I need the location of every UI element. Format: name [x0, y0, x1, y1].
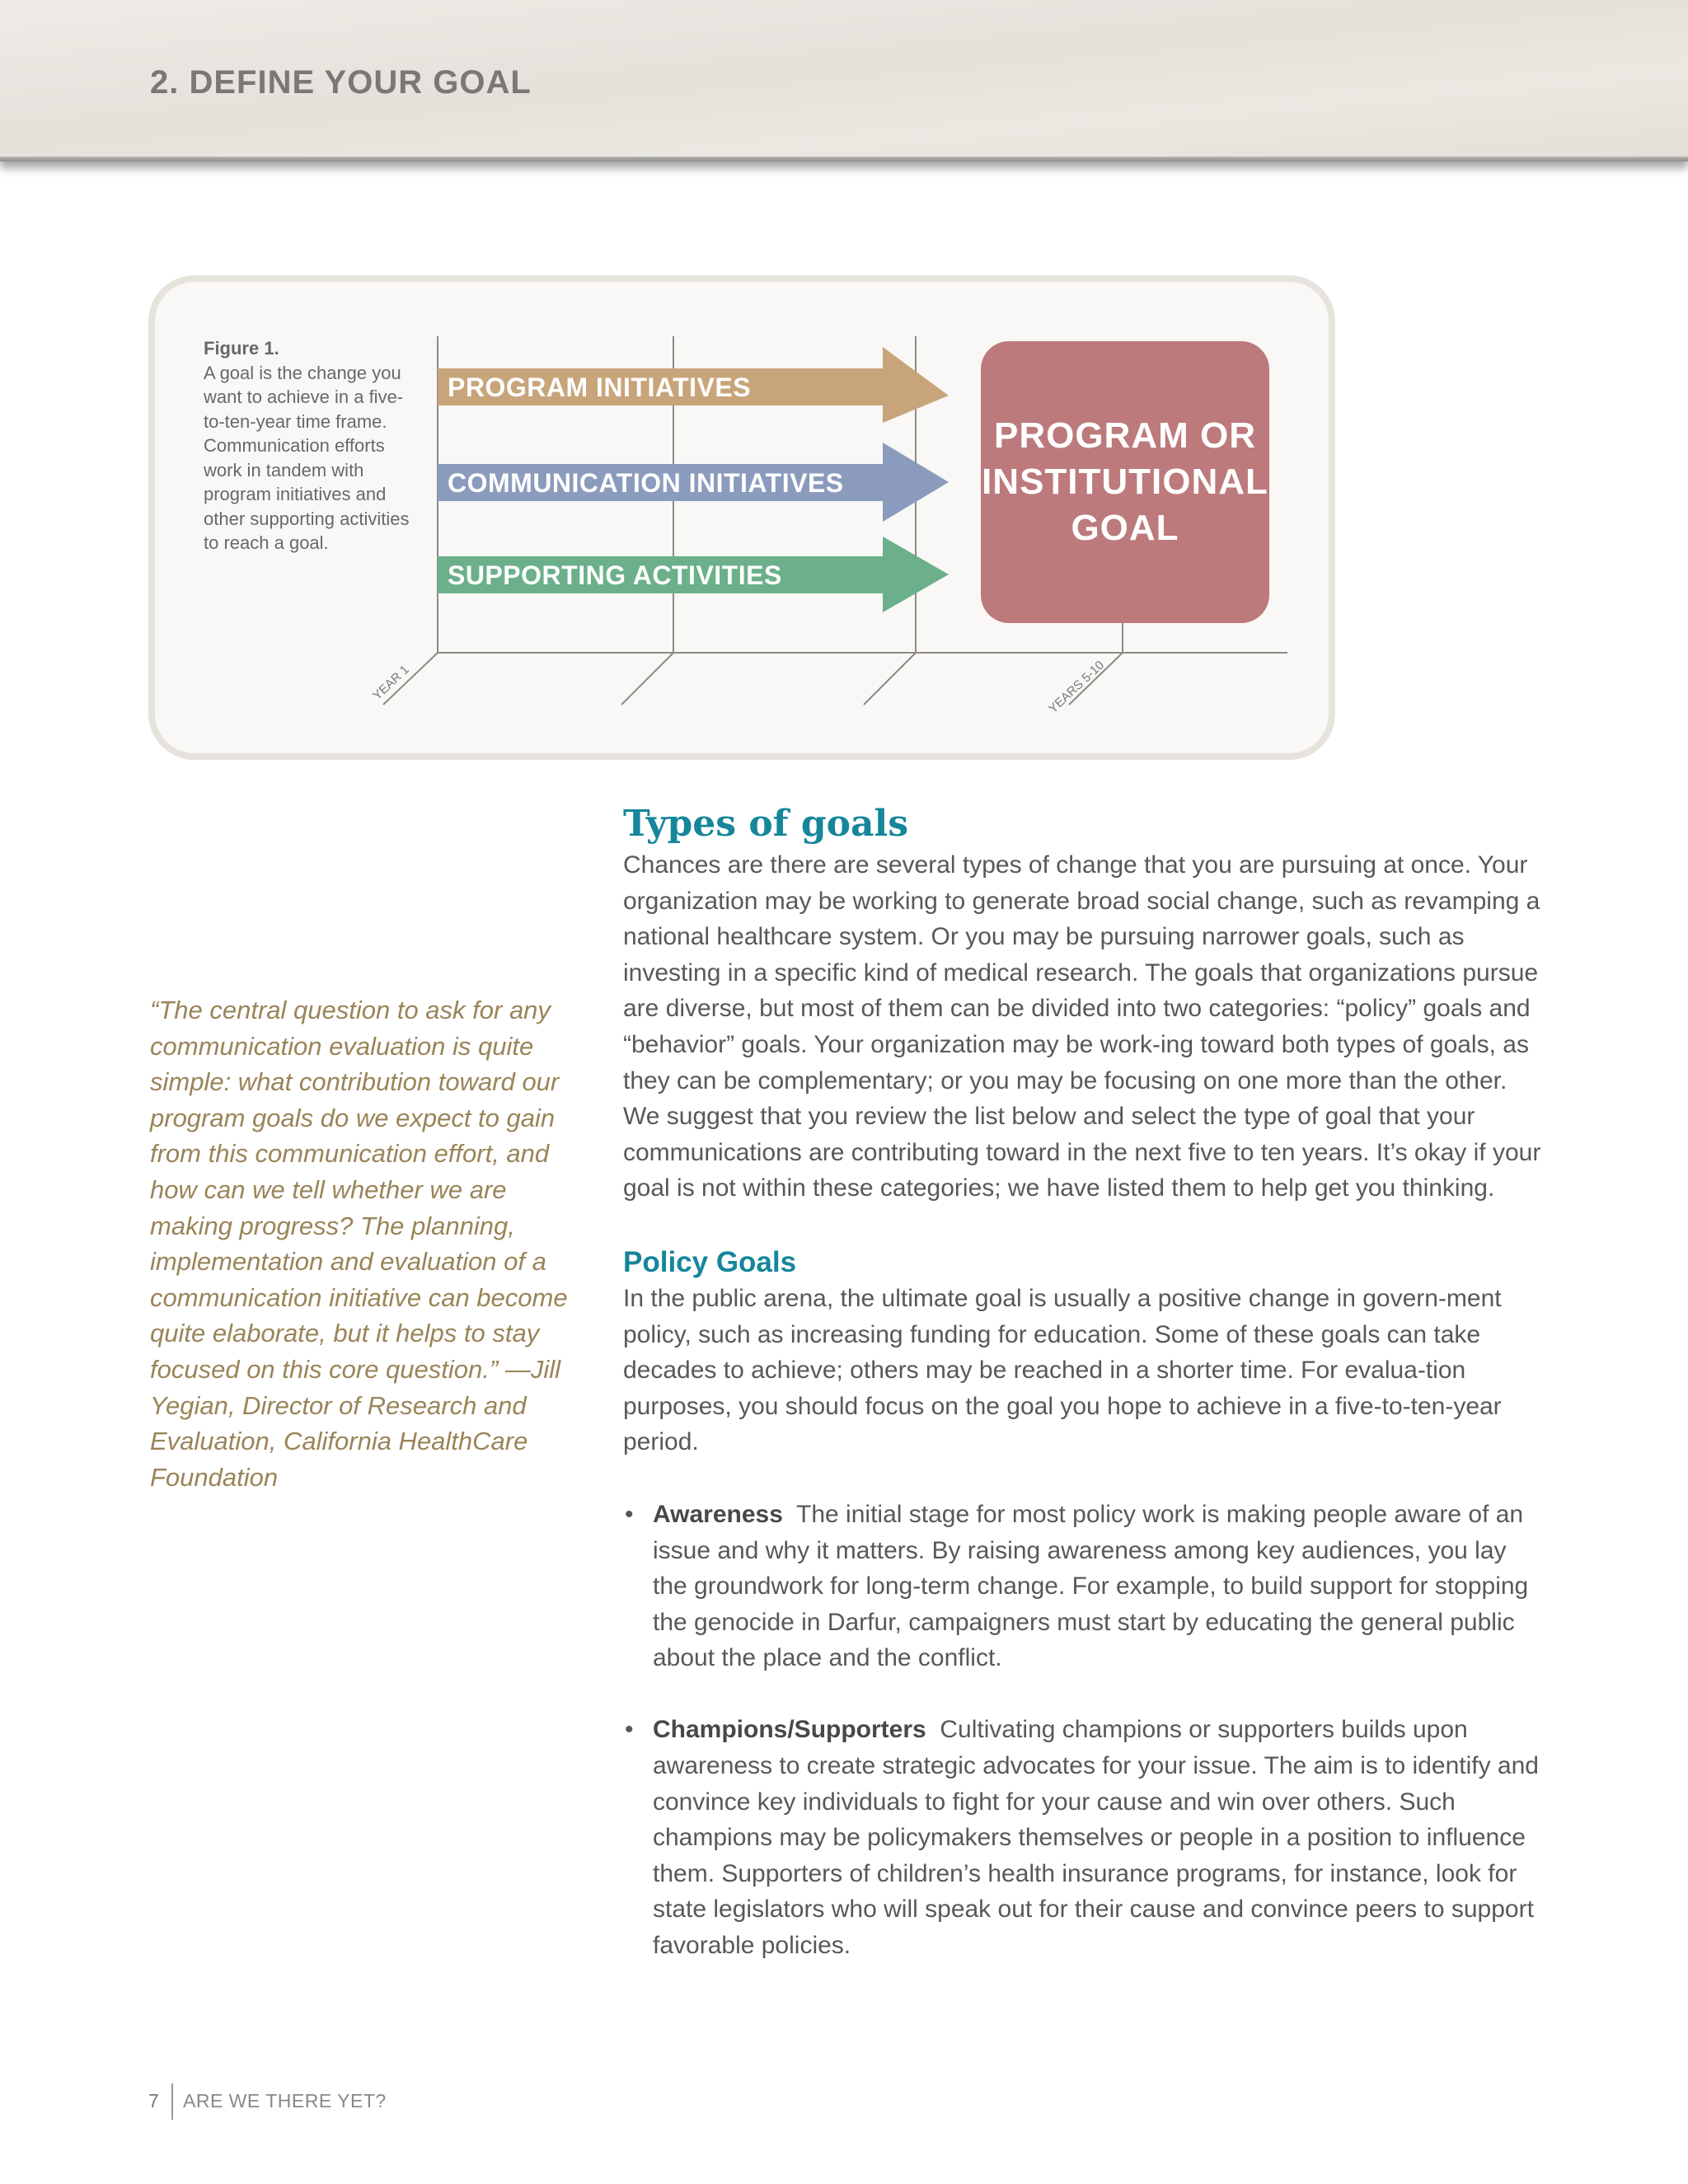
list-item-text: Cultivating champions or supporters builds upon awareness to create strategic advocates for your issue. The aim is to identify and convince key individuals to fight for your cause and win over others. Such champions may be policymakers themselves or people in a position to influence them. Supporters of children’s health insurance programs, for instance, look for state legislators who will speak out for their cause and convince peers to support favorable policies. — [653, 1716, 1539, 1960]
arrow-program-initiatives — [438, 347, 949, 423]
page-number: 7 — [148, 2090, 159, 2111]
section-title: 2. DEFINE YOUR GOAL — [150, 64, 532, 101]
pull-quote — [150, 992, 595, 1495]
list-item — [623, 1712, 1546, 1963]
footer-divider — [171, 2083, 173, 2120]
bullet-icon: • — [625, 1500, 634, 1528]
arrow-label: PROGRAM INITIATIVES — [448, 373, 752, 402]
goal-type-list — [623, 1497, 1546, 1964]
intro-paragraph: Chances are there are several types of change that you are pursuing at once. Your organization may be working to generate broad social change, such as revamping a national healthcare system. Or you may be pursuing narrower goals, such as investing in a specific kind of medical research. The goals that organizations pursue are diverse, but most of them can be divided into two categories: “policy” goals and “behavior” goals. Your organization may be work-ing toward both types of goals, as they can be complementary; or you may be focusing on one more than the other. We suggest that you review the list below and select the type of goal that your communications are contributing toward in the next five to ten years. It’s okay if your goal is not within these categories; we have listed them to help get you thinking. — [623, 851, 1541, 1202]
list-item-text: The initial stage for most policy work is making people aware of an issue and why it matters. By raising awareness among key audiences, you lay the groundwork for long-term change. For example, to build support for stopping the genocide in Darfur, campaigners must start by educating the general public about the place and the conflict. — [653, 1500, 1529, 1672]
axis-label-year-1: YEAR 1 — [370, 663, 412, 703]
axis-tick — [864, 653, 916, 705]
list-item — [623, 1497, 1546, 1676]
footer-publication-title: ARE WE THERE YET? — [183, 2090, 387, 2111]
list-item-term: Awareness — [653, 1500, 783, 1528]
main-column — [623, 801, 1546, 1999]
axis-label-years-5-10: YEARS 5-10 — [1046, 658, 1107, 716]
figure-label: Figure 1. — [204, 338, 279, 359]
goal-box-text: PROGRAM OR INSTITUTIONAL GOAL — [982, 415, 1268, 548]
goal-box — [981, 341, 1269, 623]
arrow-communication-initiatives — [438, 443, 949, 522]
axis-tick — [621, 653, 673, 705]
arrow-label: SUPPORTING ACTIVITIES — [448, 560, 782, 590]
bullet-icon: • — [625, 1716, 634, 1744]
pull-quote-text: “The central question to ask for any communication evaluation is quite simple: what contribution toward our program goals do we expect to gain from this communication effort, and how can we tell whether we are making progress? The planning, implementation and evaluation of a communication initiative can become quite elaborate, but it helps to stay focused on this core question.” — [150, 996, 568, 1384]
policy-paragraph: In the public arena, the ultimate goal is usually a positive change in govern-ment policy, such as increasing funding for education. Some of these goals can take decades to achieve; others may be reached in a shorter time. For evalua-tion purposes, you should focus on the goal you hope to achieve in a five-to-ten-year period. — [623, 1284, 1502, 1456]
subheading-policy-goals: Policy Goals — [623, 1245, 797, 1278]
section-heading: Types of goals — [623, 803, 909, 845]
list-item-term: Champions/Supporters — [653, 1716, 926, 1744]
figure-caption-text: A goal is the change you want to achieve in a five-to-ten-year time frame. Communication efforts work in tandem with program initiatives and other supporting activities to reach a goal. — [204, 362, 410, 553]
arrow-label: COMMUNICATION INITIATIVES — [448, 468, 844, 498]
pull-quote-attribution: —Jill Yegian, Director of Research and Evaluation, California HealthCare Foundation — [150, 1354, 560, 1492]
arrow-supporting-activities — [438, 537, 949, 612]
